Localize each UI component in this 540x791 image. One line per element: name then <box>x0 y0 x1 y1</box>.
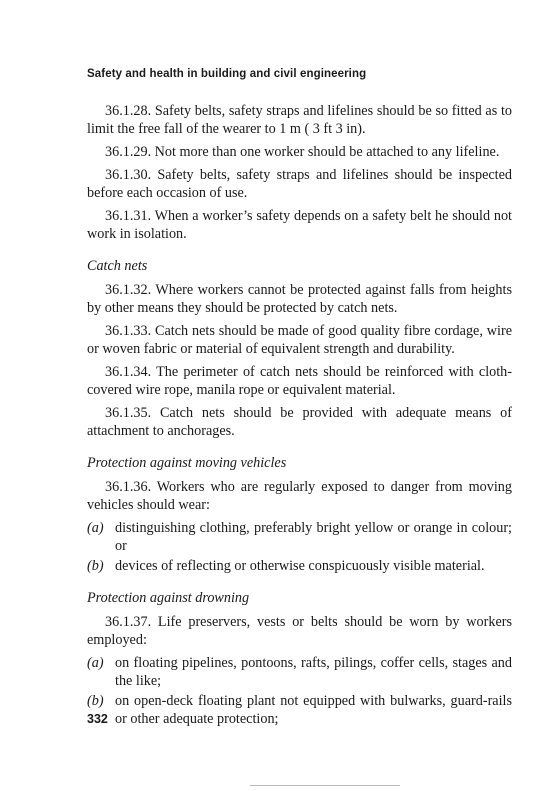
list-item-text: on open-deck floating plant not equipped with bulwarks, guard-rails or other adequate protection; <box>115 693 512 727</box>
paragraph-36-1-37: 36.1.37. Life preservers, vests or belts should be worn by workers employed: <box>87 614 512 648</box>
paragraph-36-1-30: 36.1.30. Safety belts, safety straps and lifelines should be inspected before each occasion of use. <box>87 167 512 201</box>
list-item-b-drowning <box>87 692 512 728</box>
bottom-divider <box>250 785 400 786</box>
paragraph-36-1-31: 36.1.31. When a worker’s safety depends on a safety belt he should not work in isolation. <box>87 208 512 242</box>
list-item-text: on floating pipelines, pontoons, rafts, pilings, coffer cells, stages and the like; <box>115 655 512 689</box>
page-number: 332 <box>87 712 108 726</box>
paragraph-36-1-29: 36.1.29. Not more than one worker should be attached to any lifeline. <box>105 144 500 160</box>
list-item-text: distinguishing clothing, preferably bright yellow or orange in colour; or <box>115 520 512 554</box>
paragraph-36-1-34: 36.1.34. The perimeter of catch nets should be reinforced with cloth-covered wire rope, manila rope or equivalent material. <box>87 364 512 398</box>
paragraph-36-1-33: 36.1.33. Catch nets should be made of good quality fibre cordage, wire or woven fabric or material of equivalent strength and durability. <box>87 323 512 357</box>
list-marker: (b) <box>87 693 104 709</box>
list-item-a-drowning <box>87 654 512 690</box>
list-item-b-vehicles <box>87 557 512 575</box>
running-head: Safety and health in building and civil engineering <box>87 68 367 80</box>
list-marker: (a) <box>87 655 104 671</box>
list-item-a-vehicles <box>87 519 512 555</box>
page-body <box>87 68 512 730</box>
paragraph-36-1-35: 36.1.35. Catch nets should be provided with adequate means of attachment to anchorages. <box>87 405 512 439</box>
heading-moving-vehicles: Protection against moving vehicles <box>87 455 287 471</box>
paragraph-36-1-28: 36.1.28. Safety belts, safety straps and lifelines should be so fitted as to limit the free fall of the wearer to 1 m ( 3 ft 3 in). <box>87 103 512 137</box>
list-marker: (a) <box>87 520 104 536</box>
list-item-text: devices of reflecting or otherwise conspicuously visible material. <box>115 558 485 574</box>
paragraph-36-1-36: 36.1.36. Workers who are regularly exposed to danger from moving vehicles should wear: <box>87 479 512 513</box>
list-marker: (b) <box>87 558 104 574</box>
paragraph-36-1-32: 36.1.32. Where workers cannot be protected against falls from heights by other means they should be protected by catch nets. <box>87 282 512 316</box>
heading-catch-nets: Catch nets <box>87 258 148 274</box>
heading-drowning: Protection against drowning <box>87 590 250 606</box>
